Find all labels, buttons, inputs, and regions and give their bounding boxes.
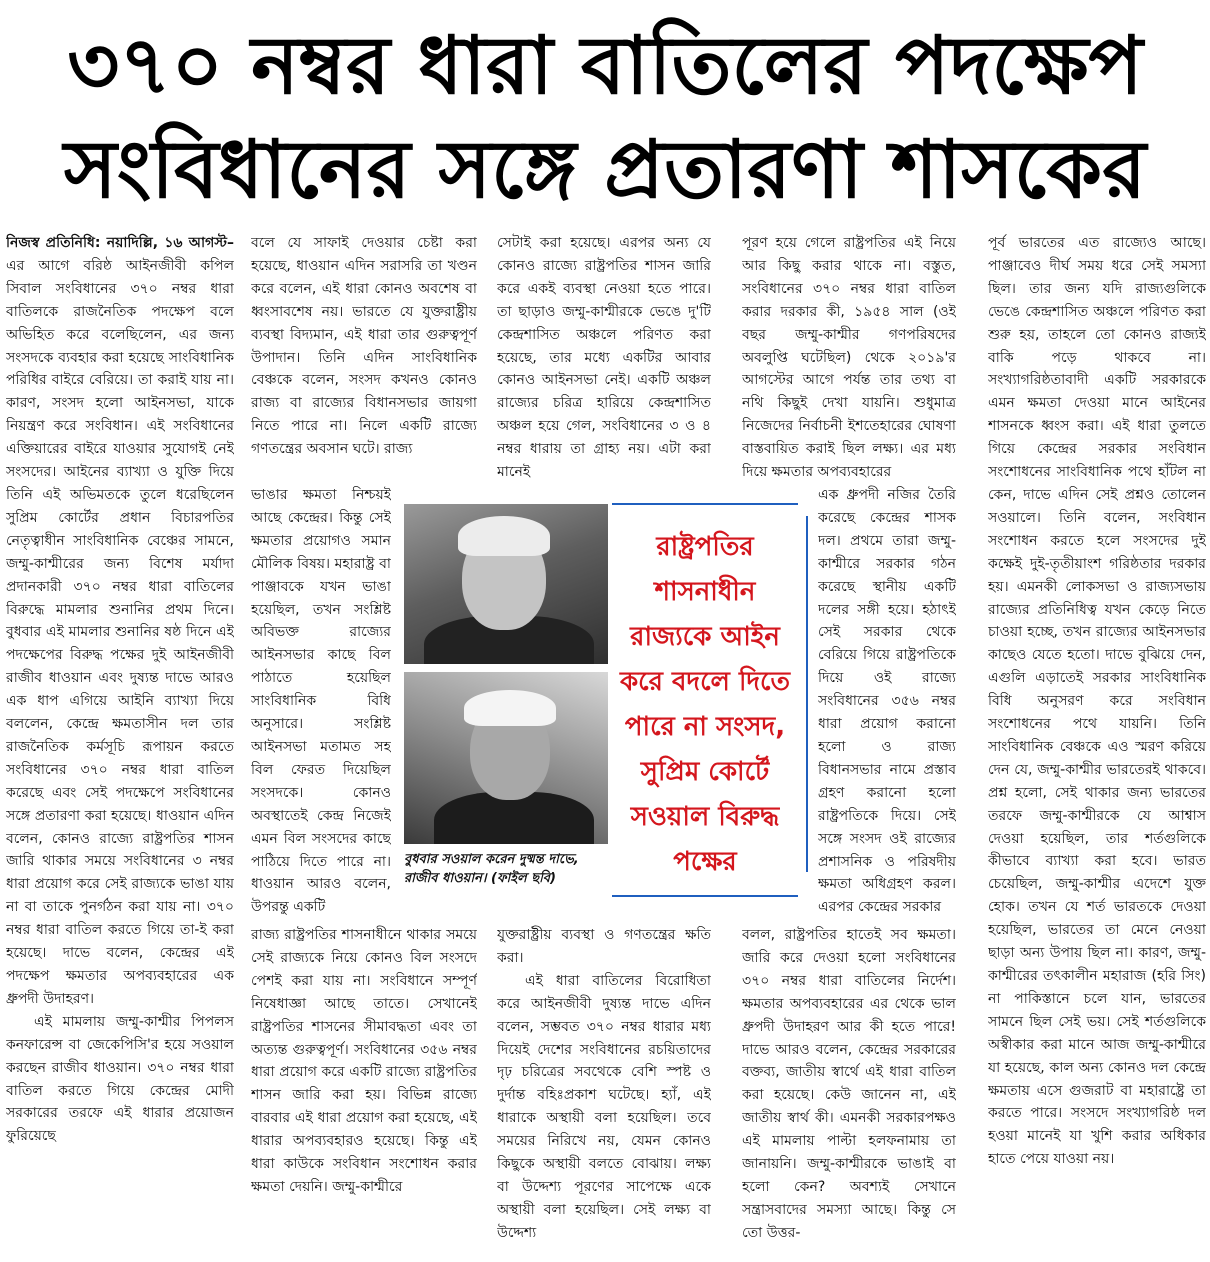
- photo-rajeev-dhavan: [404, 504, 608, 664]
- column-3-bottom-line: যুক্তরাষ্ট্রীয় ব্যবস্থা ও গণতন্ত্রের ক্ষতি করা।: [497, 927, 711, 966]
- column-1-paragraph-2: এই মামলায় জম্মু-কাশ্মীর পিপলস কনফারেন্স বা জেকেপিসি'র হয়ে সওয়াল করছেন রাজীব ধাওয়ান। ৩৭০ নম্বর ধারা বাতিল করতে গিয়ে কেন্দ্রের মোদী সরকারের তরফে এই ধারার প্রয়োজন ফুরিয়েছে: [6, 1013, 234, 1145]
- article-column-1: [6, 232, 234, 1260]
- pull-quote-text: রাষ্ট্রপতির শাসনাধীন রাজ্যকে আইন করে বদলে দিতে পারে না সংসদ, সুপ্রিম কোর্টে সওয়াল বিরুদ্ধ পক্ষের: [619, 532, 791, 877]
- article-column-4-bottom: বলল, রাষ্ট্রপতির হাতেই সব ক্ষমতা। জারি করে দেওয়া হলো সংবিধানের ৩৭০ নম্বর ধারা বাতিলের নির্দেশ। ক্ষমতার অপব্যবহারের এর থেকে ভাল ধ্রুপদী উদাহরণ আর কী হতে পারে! দাভে আরও বলেন, কেন্দ্রের সরকারের বক্তব্য, জাতীয় স্বার্থে এই ধারা বাতিল করা হয়েছে। কেউ জানেন না, এই জাতীয় স্বার্থ কী। এমনকী সরকারপক্ষও এই মামলায় পাল্টা হলফনামায় তা জানায়নি। জম্মু-কাশ্মীরকে ভাঙাই বা হলো কেন? অবশ্যই সেখানে সন্ত্রাসবাদের সমস্যা আছে। কিন্তু সে তো উত্তর-: [742, 927, 956, 1241]
- headline-line-1: ৩৭০ নম্বর ধারা বাতিলের পদক্ষেপ: [67, 19, 1143, 112]
- article-column-3-top: সেটাই করা হয়েছে। এরপর অন্য যে কোনও রাজ্যে রাষ্ট্রপতির শাসন জারি করে একই ব্যবস্থা নেওয়া হতে পারে। তা ছাড়াও জম্মু-কাশ্মীরকে ভেঙে দু'টি কেন্দ্রশাসিত অঞ্চলে পরিণত করা হয়েছে, তার মধ্যে একটির আবার কোনও আইনসভা নেই। একটি অঞ্চল রাজ্যের চরিত্র হারিয়ে কেন্দ্রশাসিত অঞ্চল হয়ে গেল, সংবিধানের ৩ ও ৪ নম্বর ধারায় তা গ্রাহ্য নয়। এটা করা মানেই: [497, 235, 711, 481]
- article-column-3-bottom: [497, 924, 711, 1260]
- photo-dushyant-dave: [404, 672, 608, 844]
- photo-caption: বুধবার সওয়াল করেন দুষ্মন্ত দাভে, রাজীব ধাওয়ান। (ফাইল ছবি): [404, 852, 579, 886]
- article-column-5: পূর্ব ভারতের এত রাজ্যেও আছে। পাঞ্জাবেও দীর্ঘ সময় ধরে সেই সমস্যা ছিল। তার জন্য যদি রাজ্যগুলিকে ভেঙে কেন্দ্রশাসিত অঞ্চলে পরিণত করা শুরু হয়, তাহলে তো কোনও রাজ্যই বাকি পড়ে থাকবে না। সংখ্যাগরিষ্ঠতাবাদী একটি সরকারকে এমন ক্ষমতা দেওয়া মানে আইনের শাসনকে ধ্বংস করা। এই ধারা তুলতে গিয়ে কেন্দ্রের সরকার সংবিধান সংশোধনের সাংবিধানিক পথে হাঁটল না কেন, দাভে এদিন সেই প্রশ্নও তোলেন সওয়ালে। তিনি বলেন, সংবিধান সংশোধন করতে হলে সংসদের দুই কক্ষেই দুই-তৃতীয়াংশ গরিষ্ঠতার দরকার হয়। এমনকী লোকসভা ও রাজ্যসভায় রাজ্যের প্রতিনিধিত্ব যখন কেড়ে নিতে চাওয়া হচ্ছে, তখন রাজ্যের আইনসভার কাছেও যেতে হতো। দাভে বুঝিয়ে দেন, এগুলি এড়াতেই সরকার সাংবিধানিক বিধি অনুসরণ করে সংবিধান সংশোধনের পথে যায়নি। তিনি সাংবিধানিক বেঞ্চকে এও স্মরণ করিয়ে দেন যে, জম্মু-কাশ্মীর ভারতেরই থাকবে। প্রশ্ন হলো, সেই থাকার জন্য ভারতের তরফে জম্মু-কাশ্মীরকে যে আশ্বাস দেওয়া হয়েছিল, তার শর্তগুলিকে কীভাবে ব্যাখ্যা করা হবে। ভারত চেয়েছিল, জম্মু-কাশ্মীর এদেশে যুক্ত হোক। তখন যে শর্ত ভারতকে দেওয়া হয়েছিল, ভারতের তা মেনে নেওয়া ছাড়া অন্য উপায় ছিল না। কারণ, জম্মু-কাশ্মীরের তৎকালীন মহারাজ (হরি সিং) না পাকিস্তানে চলে যান, ভারতের সামনে ছিল সেই ভয়। সেই শর্তগুলিকে অস্বীকার করা মানে আজ জম্মু-কাশ্মীরে যা হয়েছে, কাল অন্য কোনও দল কেন্দ্রে ক্ষমতায় এসে গুজরাট বা মহারাষ্ট্রে তা করতে পারে। সংসদে সংখ্যাগরিষ্ঠ দল হওয়া মানেই যা খুশি করার অধিকার হাতে পেয়ে যাওয়া নয়।: [988, 235, 1206, 1168]
- article-column-4-middle: এক ধ্রুপদী নজির তৈরি করেছে কেন্দ্রের শাসক দল। প্রথমে তারা জম্মু-কাশ্মীরে সরকার গঠন করেছে স্থানীয় একটি দলের সঙ্গী হয়ে। হঠাৎই সেই সরকার থেকে বেরিয়ে গিয়ে রাষ্ট্রপতিকে দিয়ে ওই রাজ্যে সংবিধানের ৩৫৬ নম্বর ধারা প্রয়োগ করানো হলো ও রাজ্য বিধানসভার নামে প্রস্তাব গ্রহণ করানো হলো রাষ্ট্রপতিকে দিয়ে। সেই সঙ্গে সংসদ ওই রাজ্যের প্রশাসনিক ও পরিষদীয় ক্ষমতা অধিগ্রহণ করল। এরপর কেন্দ্রের সরকার: [818, 487, 956, 916]
- pull-quote-box: [612, 503, 798, 897]
- column-3-bottom-paragraph: এই ধারা বাতিলের বিরোধিতা করে আইনজীবী দুষ্যন্ত দাভে এদিন বলেন, সম্ভবত ৩৭০ নম্বর ধারার মধ্য দিয়েই দেশের সংবিধানের রচয়িতাদের দৃঢ় চরিত্রের সবথেকে বেশি স্পষ্ট ও দুর্দান্ত বহিঃপ্রকাশ ঘটেছে। হ্যাঁ, এই ধারাকে অস্থায়ী বলা হয়েছিল। তবে সময়ের নিরিখে নয়, যেমন কোনও কিছুকে অস্থায়ী বলতে বোঝায়। লক্ষ্য বা উদ্দেশ্য পূরণের সাপেক্ষে একে অস্থায়ী বলা হয়েছিল। সেই লক্ষ্য বা উদ্দেশ্য: [497, 972, 711, 1241]
- headline-line-2: সংবিধানের সঙ্গে প্রতারণা শাসকের: [63, 123, 1147, 216]
- article-column-2-bottom: রাজ্য রাষ্ট্রপতির শাসনাধীনে থাকার সময়ে সেই রাজ্যকে নিয়ে কোনও বিল সংসদে পেশই করা যায় না। সংবিধানে সম্পূর্ণ নিষেধাজ্ঞা আছে তাতে। সেখানেই রাষ্ট্রপতির শাসনের সীমাবদ্ধতা এবং তা অত্যন্ত গুরুত্বপূর্ণ। সংবিধানের ৩৫৬ নম্বর ধারা প্রয়োগ করে একটি রাজ্যে রাষ্ট্রপতির শাসন জারি করা হয়। বিভিন্ন রাজ্যে বারবার এই ধারা প্রয়োগ করা হয়েছে, এই ধারার অপব্যবহারও হয়েছে। কিন্তু এই ধারা কাউকে সংবিধান সংশোধন করার ক্ষমতা দেয়নি। জম্মু-কাশ্মীরে: [251, 927, 477, 1195]
- article-column-2-middle: ভাঙার ক্ষমতা নিশ্চয়ই আছে কেন্দ্রের। কিন্তু সেই ক্ষমতার প্রয়োগও সমান মৌলিক বিষয়। মহারাষ্ট্র বা পাঞ্জাবকে যখন ভাঙা হয়েছিল, তখন সংশ্লিষ্ট অবিভক্ত রাজ্যের আইনসভার কাছে বিল পাঠাতে হয়েছিল সাংবিধানিক বিধি অনুসারে। সংশ্লিষ্ট আইনসভা মতামত সহ বিল ফেরত দিয়েছিল সংসদকে। কোনও অবস্থাতেই কেন্দ্র নিজেই এমন বিল সংসদের কাছে পাঠিয়ে দিতে পারে না। ধাওয়ান আরও বলেন, উপরন্তু একটি: [251, 487, 391, 916]
- column-1-text: এর আগে বরিষ্ঠ আইনজীবী কপিল সিবাল সংবিধানের ৩৭০ নম্বর ধারা বাতিলকে রাজনৈতিক পদক্ষেপ বলে অভিহিত করে বলেছিলেন, এর জন্য সংসদকে ব্যবহার করা হয়েছে সাংবিধানিক পরিধির বাইরে বেরিয়ে। তা করাই যায় না। কারণ, সংসদ হলো আইনসভা, যাকে নিয়ন্ত্রণ করে সংবিধান। এই সংবিধানের এক্তিয়ারের বাইরে যাওয়ার সুযোগই নেই সংসদের। আইনের ব্যাখ্যা ও যুক্তি দিয়ে তিনি এই অভিমতকে তুলে ধরেছিলেন সুপ্রিম কোর্টের প্রধান বিচারপতির নেতৃত্বাধীন সাংবিধানিক বেঞ্চের সামনে, জম্মু-কাশ্মীরের জন্য বিশেষ মর্যাদা প্রদানকারী ৩৭০ নম্বর ধারা বাতিলের বিরুদ্ধে মামলার শুনানির প্রথম দিনে। বুধবার এই মামলার শুনানির ষষ্ঠ দিনে এই পদক্ষেপের বিরুদ্ধ পক্ষের দুই আইনজীবী রাজীব ধাওয়ান এবং দুষ্যন্ত দাভে আরও এক ধাপ এগিয়ে আইনি ব্যাখ্যা দিয়ে বললেন, কেন্দ্রে ক্ষমতাসীন দল তার রাজনৈতিক কর্মসূচি রূপায়ন করতে সংবিধানের ৩৭০ নম্বর ধারা বাতিল করেছে এবং সেই পদক্ষেপে সংবিধানের সঙ্গে প্রতারণা করা হয়েছে। ধাওয়ান এদিন বলেন, কোনও রাজ্যে রাষ্ট্রপতির শাসন জারি থাকার সময়ে সংবিধানের ৩ নম্বর ধারা প্রয়োগ করে সেই রাজ্যকে ভাঙা যায় না বা তাকে পুনর্গঠন করা যায় না। ৩৭০ নম্বর ধারা বাতিল করতে গিয়ে তা-ই করা হয়েছে। দাভে বলেন, কেন্দ্রের এই পদক্ষেপ ক্ষমতার অপব্যবহারের এক ধ্রুপদী উদাহরণ।: [6, 257, 234, 1007]
- article-column-4-top: পূরণ হয়ে গেলে রাষ্ট্রপতির এই নিয়ে আর কিছু করার থাকে না। বস্তুত, সংবিধানের ৩৭০ নম্বর ধারা বাতিল করার দরকার কী, ১৯৫৪ সাল (ওই বছর জম্মু-কাশ্মীর গণপরিষদের অবলুপ্তি ঘটেছিল) থেকে ২০১৯'র আগস্টের আগে পর্যন্ত তার তথ্য বা নথি কিছুই দেখা যায়নি। শুধুমাত্র নিজেদের নির্বাচনী ইশতেহারের ঘোষণা বাস্তবায়িত করাই ছিল লক্ষ্য। এর মধ্য দিয়ে ক্ষমতার অপব্যবহারের: [742, 235, 956, 481]
- pull-quote-divider: [806, 516, 808, 872]
- dateline: নিজস্ব প্রতিনিধি: নয়াদিল্লি, ১৬ আগস্ট–: [6, 235, 234, 251]
- article-column-2-top: বলে যে সাফাই দেওয়ার চেষ্টা করা হয়েছে, ধাওয়ান এদিন সরাসরি তা খণ্ডন করে বলেন, এই ধারা কোনও অবশেষ বা ধ্বংসাবশেষ নয়। ভারতে যে যুক্তরাষ্ট্রীয় ব্যবস্থা বিদ্যমান, এই ধারা তার গুরুত্বপূর্ণ উপাদান। তিনি এদিন সাংবিধানিক বেঞ্চকে বলেন, সংসদ কখনও কোনও রাজ্য বা রাজ্যের বিধানসভার জায়গা নিতে পারে না। নিলে একটি রাজ্যে গণতন্ত্রের অবসান ঘটে। রাজ্য: [251, 235, 477, 458]
